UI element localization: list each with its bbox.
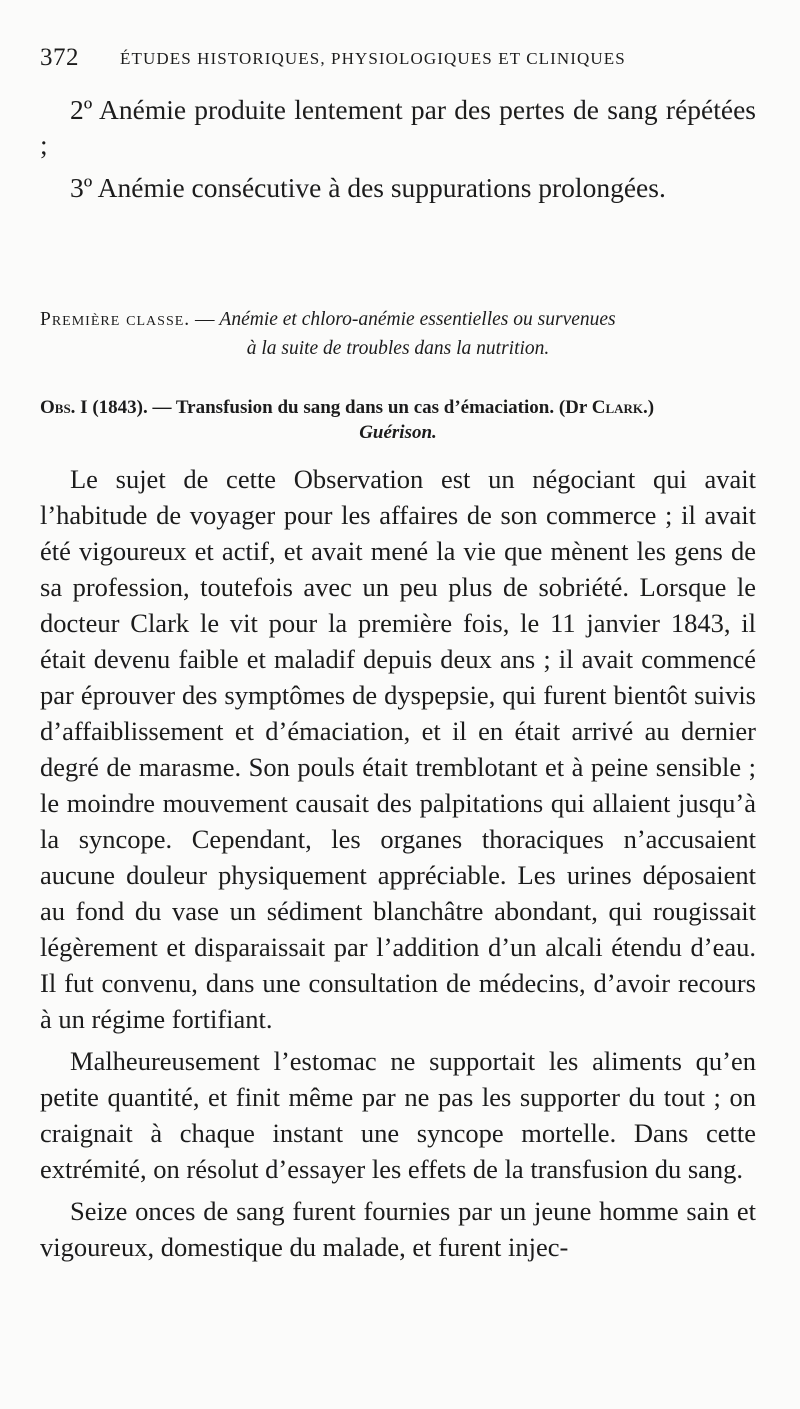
paragraph: Malheureusement l’estomac ne supportait les aliments qu’en petite quantité, et finit même par ne pas les supporter du tout ; on craignait à chaque instant une syncope mortelle. Dans cette extrémité, on résolut d’essayer les effets de la transfusion du sang. <box>40 1046 756 1184</box>
paragraph: Seize onces de sang furent fournies par un jeune homme sain et vigoureux, domestique du malade, et furent injec- <box>40 1196 756 1262</box>
page-number: 372 <box>40 44 79 71</box>
observation-author: Clark <box>591 397 643 418</box>
section-dash: — <box>190 309 220 330</box>
section-heading <box>40 305 756 363</box>
observation-title: Transfusion du sang dans un cas d’émaciation. (Dr <box>175 397 592 418</box>
observation-heading <box>40 395 756 445</box>
section-title-line2: à la suite de troubles dans la nutrition. <box>246 338 550 359</box>
anemia-list <box>40 92 756 213</box>
observation-close: .) <box>643 397 655 418</box>
list-item-2: 2º Anémie produite lentement par des pertes de sang répétées ; <box>40 94 756 160</box>
observation-dash: — <box>147 397 176 418</box>
paragraph: Le sujet de cette Observation est un négociant qui avait l’habitude de voyager pour les affaires de son commerce ; il avait été vigoureux et actif, et avait mené la vie que mènent les gens de sa profession, toutefois avec un peu plus de sobriété. Lorsque le docteur Clark le vit pour la première fois, le 11 janvier 1843, il était devenu faible et maladif depuis deux ans ; il avait commencé par éprouver des symptômes de dyspepsie, qui furent bientôt suivis d’affaiblissement et d’émaciation, et il en était arrivé au dernier degré de marasme. Son pouls était tremblotant et à peine sensible ; le moindre mouvement causait des palpitations qui allaient jusqu’à la syncope. Cependant, les organes thoraciques n’accusaient aucune douleur physiquement appréciable. Les urines déposaient au fond du vase un sédiment blanchâtre abondant, qui rougissait légèrement et disparaissait par l’addition d’un alcali étendu d’eau. Il fut convenu, dans une consultation de médecins, d’avoir recours à un régime fortifiant. <box>40 464 756 1034</box>
section-title-line1: Anémie et chloro-anémie essentielles ou survenues <box>219 309 616 330</box>
observation-line1 <box>40 395 756 420</box>
observation-label: Obs. I (1843). <box>40 397 148 418</box>
section-heading-line1 <box>40 305 756 334</box>
running-title: ÉTUDES HISTORIQUES, PHYSIOLOGIQUES ET CLINIQUES <box>120 49 626 68</box>
running-header <box>40 44 760 74</box>
observation-outcome: Guérison. <box>359 422 437 443</box>
body-text <box>40 461 756 1271</box>
list-item-3: 3º Anémie consécutive à des suppurations prolongées. <box>70 172 666 203</box>
section-label: Première classe. <box>40 309 191 330</box>
